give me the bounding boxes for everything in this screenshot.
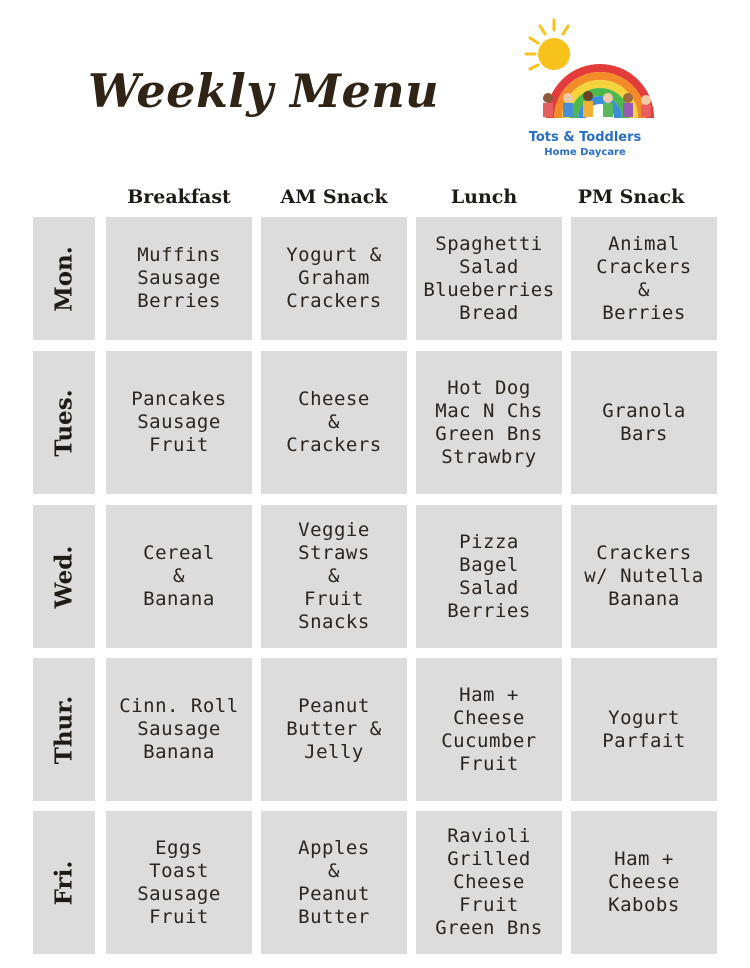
menu-item-line: & bbox=[328, 411, 340, 433]
menu-item-line: Butter bbox=[298, 905, 370, 928]
menu-item-line: Peanut bbox=[298, 882, 370, 905]
menu-item-line: & bbox=[173, 565, 185, 587]
menu-cell-thur-lunch bbox=[416, 658, 562, 801]
daycare-logo bbox=[510, 18, 660, 163]
day-label-fri bbox=[33, 811, 95, 954]
menu-item-line: Bread bbox=[459, 301, 519, 324]
menu-item-line: Hot Dog bbox=[447, 376, 531, 399]
menu-item-line: Pizza bbox=[459, 530, 519, 553]
menu-cell-wed-breakfast bbox=[106, 505, 252, 648]
day-label-wed bbox=[33, 505, 95, 648]
menu-item-line: Blueberries bbox=[423, 278, 555, 301]
menu-item-line: Fruit bbox=[304, 588, 364, 610]
menu-item-line: Ravioli bbox=[447, 825, 531, 847]
menu-item-line: & bbox=[328, 859, 340, 882]
menu-item-line: Banana bbox=[608, 588, 680, 610]
day-label-text: Tues. bbox=[50, 388, 78, 457]
menu-item-line: Veggie bbox=[298, 519, 370, 541]
menu-item-line: & bbox=[328, 565, 340, 587]
logo-name: Tots & Toddlers bbox=[528, 130, 642, 145]
menu-item-line: Fruit bbox=[459, 894, 519, 916]
menu-item-line: Fruit bbox=[149, 434, 209, 456]
menu-item-line: Berries bbox=[602, 301, 686, 324]
menu-cell-fri-breakfast bbox=[106, 811, 252, 954]
menu-item-line: Banana bbox=[143, 588, 215, 610]
menu-item-line: Cucumber bbox=[441, 729, 537, 752]
menu-item-line: Ham + bbox=[459, 683, 519, 706]
page-title: Weekly Menu bbox=[88, 64, 440, 118]
menu-cell-fri-pm-snack bbox=[571, 811, 717, 954]
menu-item-line: Yogurt bbox=[608, 706, 680, 729]
menu-item-line: Sausage bbox=[137, 718, 221, 740]
menu-item-line: Butter & bbox=[286, 718, 382, 740]
menu-item-line: Pancakes bbox=[131, 388, 227, 410]
menu-item-line: Mac N Chs bbox=[435, 399, 543, 422]
menu-item-line: Sausage bbox=[137, 882, 221, 905]
menu-item-line: Banana bbox=[143, 741, 215, 763]
column-header-breakfast: Breakfast bbox=[127, 186, 231, 208]
menu-cell-thur-am-snack bbox=[261, 658, 407, 801]
menu-item-line: Cereal bbox=[143, 542, 215, 564]
menu-cell-mon-lunch bbox=[416, 217, 562, 340]
sun-rainbow-icon bbox=[510, 18, 660, 128]
menu-item-line: Muffins bbox=[137, 244, 221, 266]
menu-item-line: Spaghetti bbox=[435, 232, 543, 255]
menu-item-line: Grilled bbox=[447, 848, 531, 870]
day-label-thur bbox=[33, 658, 95, 801]
menu-cell-tues-breakfast bbox=[106, 351, 252, 494]
day-label-text: Wed. bbox=[50, 545, 78, 608]
menu-cell-thur-breakfast bbox=[106, 658, 252, 801]
menu-item-line: Strawbry bbox=[441, 445, 537, 468]
menu-cell-wed-am-snack bbox=[261, 505, 407, 648]
menu-item-line: Parfait bbox=[602, 729, 686, 752]
menu-item-line: Peanut bbox=[298, 695, 370, 717]
menu-item-line: Bars bbox=[620, 422, 668, 445]
menu-item-line: Green Bns bbox=[435, 917, 543, 939]
column-header-lunch: Lunch bbox=[450, 186, 518, 208]
menu-item-line: Crackers bbox=[596, 542, 692, 564]
menu-item-line: Berries bbox=[137, 290, 221, 312]
menu-item-line: Apples bbox=[298, 836, 370, 859]
menu-item-line: Straws bbox=[298, 542, 370, 564]
day-label-text: Thur. bbox=[50, 695, 78, 764]
menu-item-line: Cinn. Roll bbox=[119, 695, 239, 717]
menu-item-line: Jelly bbox=[304, 741, 364, 763]
menu-item-line: Fruit bbox=[149, 905, 209, 928]
menu-cell-mon-pm-snack bbox=[571, 217, 717, 340]
menu-item-line: Berries bbox=[447, 599, 531, 622]
day-label-tues bbox=[33, 351, 95, 494]
menu-cell-fri-lunch bbox=[416, 811, 562, 954]
menu-cell-tues-lunch bbox=[416, 351, 562, 494]
menu-item-line: w/ Nutella bbox=[584, 565, 704, 587]
menu-item-line: Kabobs bbox=[608, 894, 680, 916]
menu-item-line: Animal bbox=[608, 232, 680, 255]
menu-item-line: Crackers bbox=[286, 290, 382, 312]
menu-item-line: & bbox=[638, 278, 650, 301]
menu-item-line: Ham + bbox=[614, 848, 674, 870]
menu-item-line: Cheese bbox=[298, 388, 370, 410]
menu-cell-wed-pm-snack bbox=[571, 505, 717, 648]
menu-item-line: Cheese bbox=[608, 871, 680, 893]
menu-item-line: Sausage bbox=[137, 267, 221, 289]
menu-cell-thur-pm-snack bbox=[571, 658, 717, 801]
day-label-mon bbox=[33, 217, 95, 340]
menu-item-line: Sausage bbox=[137, 411, 221, 433]
menu-item-line: Crackers bbox=[596, 255, 692, 278]
column-header-pm-snack: PM Snack bbox=[577, 186, 685, 208]
menu-item-line: Yogurt & bbox=[286, 244, 382, 266]
column-header-am-snack: AM Snack bbox=[280, 186, 388, 208]
day-label-text: Mon. bbox=[50, 245, 78, 312]
menu-item-line: Granola bbox=[602, 399, 686, 422]
menu-cell-tues-pm-snack bbox=[571, 351, 717, 494]
menu-cell-wed-lunch bbox=[416, 505, 562, 648]
menu-item-line: Salad bbox=[459, 255, 519, 278]
menu-cell-mon-am-snack bbox=[261, 217, 407, 340]
menu-cell-tues-am-snack bbox=[261, 351, 407, 494]
menu-item-line: Green Bns bbox=[435, 422, 543, 445]
menu-item-line: Cheese bbox=[453, 706, 525, 729]
menu-cell-fri-am-snack bbox=[261, 811, 407, 954]
menu-cell-mon-breakfast bbox=[106, 217, 252, 340]
menu-item-line: Cheese bbox=[453, 871, 525, 893]
menu-item-line: Snacks bbox=[298, 611, 370, 633]
menu-item-line: Eggs bbox=[155, 836, 203, 859]
menu-item-line: Salad bbox=[459, 576, 519, 599]
menu-item-line: Toast bbox=[149, 859, 209, 882]
menu-item-line: Fruit bbox=[459, 752, 519, 775]
menu-item-line: Bagel bbox=[459, 553, 519, 576]
day-label-text: Fri. bbox=[50, 860, 78, 905]
menu-item-line: Crackers bbox=[286, 434, 382, 456]
menu-item-line: Graham bbox=[298, 267, 370, 289]
logo-subtitle: Home Daycare bbox=[544, 147, 626, 158]
